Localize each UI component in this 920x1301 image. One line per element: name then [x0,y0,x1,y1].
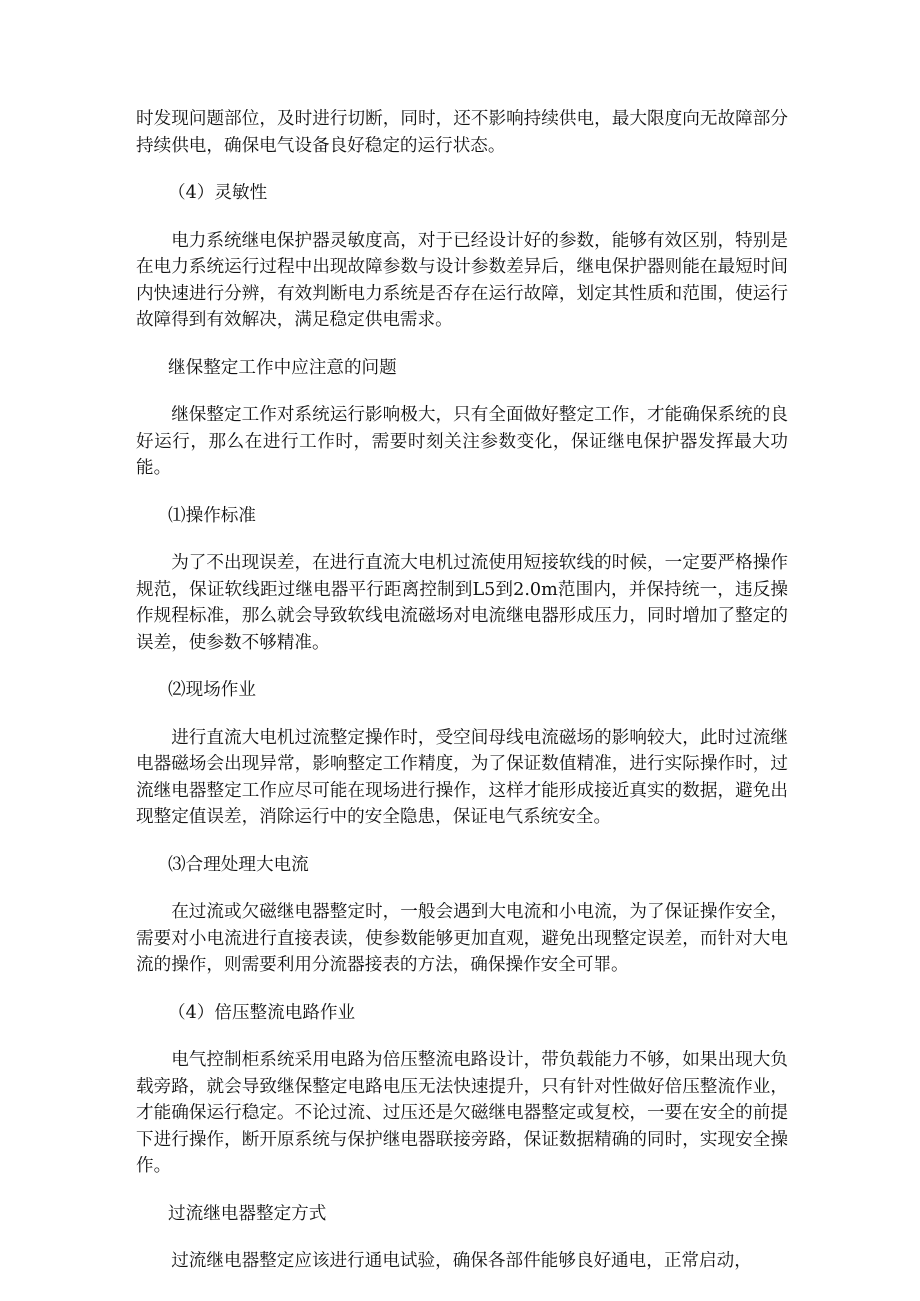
paragraph-operation-standard: 为了不出现误差，在进行直流大电机过流使用短接软线的时候，一定要严格操作规范，保证软线距过继电器平行距离控制到L5到2.0m范围内，并保持统一，违反操作规程标准，那么就会导致软线电流磁场对电流继电器形成压力，同时增加了整定的误差，使参数不够精准。 [136,553,788,653]
paragraph-overcurrent-relay-setting: 过流继电器整定应该进行通电试验，确保各部件能够良好通电，正常启动， [171,1251,752,1271]
paragraph-fault-isolation: 时发现问题部位，及时进行切断，同时，还不影响持续供电，最大限度向无故障部分持续供电，确保电气设备良好稳定的运行状态。 [136,109,788,156]
heading-overcurrent-relay-setting: 过流继电器整定方式 [168,1203,327,1224]
paragraph-sensitivity: 电力系统继电保护器灵敏度高，对于已经设计好的参数，能够有效区别，特别是在电力系统运行过程中出现故障参数与设计参数差异后，继电保护器则能在最短时间内快速进行分辨，有效判断电力系统是否存在运行故障，划定其性质和范围，使运行故障得到有效解决，满足稳定供电需求。 [136,230,788,330]
paragraph-voltage-doubler: 电气控制柜系统采用电路为倍压整流电路设计，带负载能力不够，如果出现大负载旁路，就会导致继保整定电路电压无法快速提升，只有针对性做好倍压整流作业，才能确保运行稳定。不论过流、过压还是欠磁继电器整定或复校，一要在安全的前提下进行操作，断开原系统与保护继电器联接旁路，保证数据精确的同时，实现安全操作。 [136,1050,788,1176]
heading-sensitivity: （4）灵敏性 [168,183,268,203]
document-page [136,106,788,1275]
paragraph-onsite-work: 进行直流大电机过流整定操作时，受空间母线电流磁场的影响较大，此时过流继电器磁场会出现异常，影响整定工作精度，为了保证数值精准，进行实际操作时，过流继电器整定工作应尽可能在现场进行操作，这样才能形成接近真实的数据，避免出现整定值误差，消除运行中的安全隐患，保证电气系统安全。 [136,727,788,827]
paragraph-large-current: 在过流或欠磁继电器整定时，一般会遇到大电流和小电流，为了保证操作安全，需要对小电流进行直接表读，使参数能够更加直观，避免出现整定误差，而针对大电流的操作，则需要利用分流器接表的方法，确保操作安全可罪。 [136,902,788,975]
heading-large-current: ⑶合理处理大电流 [168,854,309,875]
heading-operation-standard: ⑴操作标准 [168,505,256,526]
paragraph-setting-issues: 继保整定工作对系统运行影响极大，只有全面做好整定工作，才能确保系统的良好运行，那么在进行工作时，需要时刻关注参数变化，保证继电保护器发挥最大功能。 [136,405,788,478]
heading-voltage-doubler: （4）倍压整流电路作业 [168,1002,356,1023]
heading-setting-issues: 继保整定工作中应注意的问题 [168,357,397,378]
heading-onsite-work: ⑵现场作业 [168,680,256,700]
